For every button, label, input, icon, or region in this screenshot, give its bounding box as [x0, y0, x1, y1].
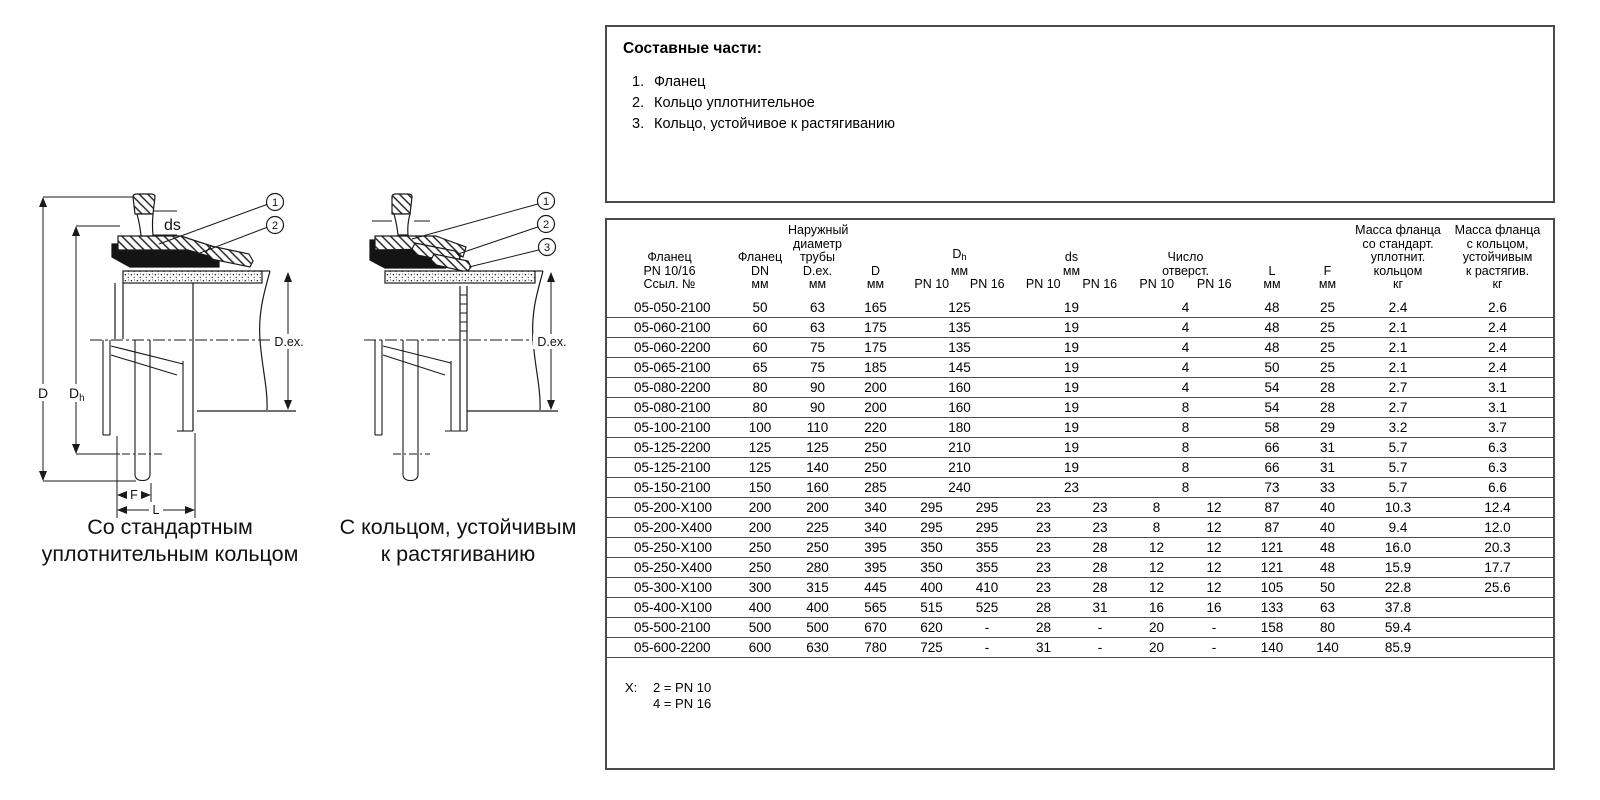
- value-cell: 12: [1185, 497, 1243, 517]
- value-cell: 12: [1128, 537, 1185, 557]
- callout-1-number: 1: [271, 197, 279, 209]
- item-number: 3.: [632, 116, 645, 132]
- value-cell: 2.4: [1442, 337, 1553, 357]
- ref-number-cell: 05-400-X100: [607, 597, 732, 617]
- value-cell: 54: [1243, 397, 1301, 417]
- value-cell: 10.3: [1354, 497, 1442, 517]
- value-cell: 16: [1185, 597, 1243, 617]
- value-cell: 87: [1243, 517, 1301, 537]
- value-cell: 25: [1301, 298, 1354, 318]
- value-cell: 600: [732, 637, 788, 657]
- value-cell: 295: [959, 497, 1015, 517]
- value-cell: 280: [788, 557, 847, 577]
- value-cell: 3.2: [1354, 417, 1442, 437]
- value-cell: 158: [1243, 617, 1301, 637]
- value-cell: 63: [788, 317, 847, 337]
- value-cell: 210: [904, 437, 1015, 457]
- value-cell: 3.7: [1442, 417, 1553, 437]
- value-cell: 58: [1243, 417, 1301, 437]
- value-cell: 80: [1301, 617, 1354, 637]
- value-cell: 8: [1128, 457, 1243, 477]
- value-cell: 2.1: [1354, 357, 1442, 377]
- list-item: [632, 72, 1553, 93]
- item-label: Фланец: [654, 74, 706, 90]
- value-cell: 19: [1015, 377, 1128, 397]
- ref-number-cell: 05-500-2100: [607, 617, 732, 637]
- value-cell: 25: [1301, 317, 1354, 337]
- table-row: [607, 298, 1553, 318]
- ref-number-cell: 05-125-2100: [607, 457, 732, 477]
- value-cell: 200: [732, 497, 788, 517]
- value-cell: 250: [732, 557, 788, 577]
- ref-number-cell: 05-125-2200: [607, 437, 732, 457]
- value-cell: 22.8: [1354, 577, 1442, 597]
- value-cell: 66: [1243, 437, 1301, 457]
- value-cell: 2.6: [1442, 298, 1553, 318]
- ref-number-cell: 05-060-2100: [607, 317, 732, 337]
- table-row: [607, 397, 1553, 417]
- value-cell: 80: [732, 397, 788, 417]
- table-row: [607, 417, 1553, 437]
- value-cell: 19: [1015, 457, 1128, 477]
- table-row: [607, 617, 1553, 637]
- ref-number-cell: 05-200-X100: [607, 497, 732, 517]
- value-cell: 150: [732, 477, 788, 497]
- col-header-d: D мм: [866, 263, 885, 291]
- table-row: [607, 557, 1553, 577]
- label-d: D: [37, 385, 49, 401]
- value-cell: 4: [1128, 337, 1243, 357]
- ref-number-cell: 05-250-X400: [607, 557, 732, 577]
- value-cell: 33: [1301, 477, 1354, 497]
- value-cell: 240: [904, 477, 1015, 497]
- value-cell: 315: [788, 577, 847, 597]
- value-cell: 75: [788, 337, 847, 357]
- value-cell: 12: [1128, 577, 1185, 597]
- value-cell: 225: [788, 517, 847, 537]
- value-cell: 5.7: [1354, 457, 1442, 477]
- item-number: 1.: [632, 74, 645, 90]
- col-header-l: L мм: [1263, 263, 1281, 291]
- ref-number-cell: 05-600-2200: [607, 637, 732, 657]
- value-cell: 25: [1301, 337, 1354, 357]
- bolt-head-section: [392, 194, 412, 214]
- value-cell: 200: [847, 397, 904, 417]
- value-cell: 2.4: [1442, 317, 1553, 337]
- value-cell: 12: [1185, 577, 1243, 597]
- value-cell: 185: [847, 357, 904, 377]
- label-f: F: [130, 488, 138, 502]
- value-cell: 670: [847, 617, 904, 637]
- item-label: Кольцо, устойчивое к растягиванию: [654, 116, 896, 132]
- caption-tension-ring: С кольцом, устойчивым к растягиванию: [339, 515, 577, 566]
- value-cell: 60: [732, 317, 788, 337]
- bolt-stem: [394, 214, 410, 235]
- value-cell: 135: [904, 317, 1015, 337]
- value-cell: 19: [1015, 317, 1128, 337]
- value-cell: 400: [788, 597, 847, 617]
- value-cell: 8: [1128, 397, 1243, 417]
- col-header-dh: $D_h$ мм PN 10 PN 16: [914, 247, 1005, 291]
- item-label: Кольцо уплотнительное: [654, 95, 815, 111]
- value-cell: 250: [847, 437, 904, 457]
- value-cell: 445: [847, 577, 904, 597]
- value-cell: 23: [1015, 557, 1072, 577]
- value-cell: 295: [959, 517, 1015, 537]
- value-cell: 65: [732, 357, 788, 377]
- callout-1-number: 1: [542, 196, 550, 208]
- value-cell: 85.9: [1354, 637, 1442, 657]
- spec-table-panel: [605, 218, 1555, 770]
- value-cell: 500: [788, 617, 847, 637]
- value-cell: 28: [1072, 557, 1128, 577]
- value-cell: 355: [959, 537, 1015, 557]
- value-cell: 8: [1128, 517, 1185, 537]
- value-cell: 28: [1072, 577, 1128, 597]
- value-cell: 8: [1128, 417, 1243, 437]
- ref-number-cell: 05-080-2200: [607, 377, 732, 397]
- value-cell: 250: [847, 457, 904, 477]
- value-cell: 87: [1243, 497, 1301, 517]
- value-cell: 220: [847, 417, 904, 437]
- value-cell: 12: [1128, 557, 1185, 577]
- value-cell: 20: [1128, 637, 1185, 657]
- value-cell: 12: [1185, 537, 1243, 557]
- value-cell: 12.4: [1442, 497, 1553, 517]
- value-cell: 23: [1015, 477, 1128, 497]
- value-cell: 12: [1185, 517, 1243, 537]
- list-item: [632, 114, 1553, 135]
- value-cell: 6.3: [1442, 457, 1553, 477]
- value-cell: 125: [732, 437, 788, 457]
- value-cell: 31: [1301, 457, 1354, 477]
- pipe-wall-section: [385, 271, 535, 283]
- value-cell: 17.7: [1442, 557, 1553, 577]
- drawing-tension-ring-flange: [350, 183, 580, 488]
- label-ds: ds: [164, 217, 181, 234]
- value-cell: 16.0: [1354, 537, 1442, 557]
- value-cell: 135: [904, 337, 1015, 357]
- ref-number-cell: 05-100-2100: [607, 417, 732, 437]
- value-cell: 2.1: [1354, 337, 1442, 357]
- value-cell: 5.7: [1354, 477, 1442, 497]
- value-cell: 210: [904, 457, 1015, 477]
- table-row: [607, 437, 1553, 457]
- value-cell: 140: [1243, 637, 1301, 657]
- label-l: L: [152, 503, 160, 517]
- value-cell: 2.7: [1354, 397, 1442, 417]
- value-cell: 16: [1128, 597, 1185, 617]
- table-body: [607, 298, 1553, 658]
- value-cell: 59.4: [1354, 617, 1442, 637]
- label-dex: D.ex.: [537, 335, 567, 349]
- pipe-wall-section: [123, 271, 262, 283]
- value-cell: 140: [1301, 637, 1354, 657]
- value-cell: 410: [959, 577, 1015, 597]
- value-cell: [1442, 617, 1553, 637]
- value-cell: 340: [847, 497, 904, 517]
- value-cell: -: [1072, 637, 1128, 657]
- value-cell: 40: [1301, 517, 1354, 537]
- value-cell: 25: [1301, 357, 1354, 377]
- table-row: [607, 357, 1553, 377]
- value-cell: 23: [1015, 577, 1072, 597]
- value-cell: 31: [1015, 637, 1072, 657]
- value-cell: 63: [788, 298, 847, 318]
- value-cell: 31: [1301, 437, 1354, 457]
- value-cell: [1442, 597, 1553, 617]
- value-cell: 19: [1015, 357, 1128, 377]
- value-cell: 4: [1128, 357, 1243, 377]
- ref-number-cell: 05-200-X400: [607, 517, 732, 537]
- value-cell: 90: [788, 377, 847, 397]
- value-cell: 125: [904, 298, 1015, 318]
- value-cell: 175: [847, 337, 904, 357]
- bolt-end: [403, 474, 418, 481]
- value-cell: 350: [904, 557, 959, 577]
- value-cell: 160: [904, 397, 1015, 417]
- ref-number-cell: 05-150-2100: [607, 477, 732, 497]
- col-header-ref: Фланец PN 10/16 Ссыл. №: [643, 250, 696, 291]
- value-cell: [1442, 637, 1553, 657]
- table-header-row: [607, 224, 1553, 298]
- bolt-end: [135, 474, 150, 481]
- value-cell: 395: [847, 557, 904, 577]
- components-title: Составные части:: [623, 40, 762, 57]
- value-cell: 2.1: [1354, 317, 1442, 337]
- value-cell: 28: [1015, 617, 1072, 637]
- value-cell: 725: [904, 637, 959, 657]
- col-header-dn: Фланец DN мм: [737, 250, 783, 291]
- ref-number-cell: 05-080-2100: [607, 397, 732, 417]
- value-cell: 200: [847, 377, 904, 397]
- ref-number-cell: 05-250-X100: [607, 537, 732, 557]
- col-header-mass-standard: Масса фланца со стандарт. уплотнит. кольцом кг: [1355, 223, 1441, 291]
- value-cell: 180: [904, 417, 1015, 437]
- value-cell: -: [959, 617, 1015, 637]
- value-cell: 19: [1015, 417, 1128, 437]
- label-dex: D.ex.: [274, 335, 304, 349]
- col-header-mass-ring: Масса фланца с кольцом, устойчивым к растягив. кг: [1454, 223, 1541, 291]
- value-cell: 105: [1243, 577, 1301, 597]
- value-cell: 9.4: [1354, 517, 1442, 537]
- components-panel: [605, 25, 1555, 203]
- value-cell: 140: [788, 457, 847, 477]
- value-cell: 340: [847, 517, 904, 537]
- value-cell: 350: [904, 537, 959, 557]
- item-number: 2.: [632, 95, 645, 111]
- table-row: [607, 537, 1553, 557]
- value-cell: 125: [732, 457, 788, 477]
- caption-standard-seal: Со стандартным уплотнительным кольцом: [41, 515, 299, 566]
- value-cell: 48: [1243, 317, 1301, 337]
- value-cell: 400: [732, 597, 788, 617]
- value-cell: 525: [959, 597, 1015, 617]
- table-row: [607, 517, 1553, 537]
- value-cell: 25.6: [1442, 577, 1553, 597]
- flange-lower-outline: [375, 340, 467, 481]
- value-cell: 2.4: [1442, 357, 1553, 377]
- value-cell: 250: [732, 537, 788, 557]
- table-row: [607, 597, 1553, 617]
- value-cell: 12: [1185, 557, 1243, 577]
- value-cell: 20: [1128, 617, 1185, 637]
- value-cell: -: [959, 637, 1015, 657]
- value-cell: 4: [1128, 377, 1243, 397]
- table-row: [607, 497, 1553, 517]
- value-cell: 121: [1243, 537, 1301, 557]
- value-cell: 19: [1015, 298, 1128, 318]
- value-cell: 285: [847, 477, 904, 497]
- value-cell: 50: [1243, 357, 1301, 377]
- value-cell: 175: [847, 317, 904, 337]
- value-cell: 630: [788, 637, 847, 657]
- table-row: [607, 317, 1553, 337]
- table-row: [607, 377, 1553, 397]
- value-cell: 145: [904, 357, 1015, 377]
- value-cell: 23: [1015, 517, 1072, 537]
- value-cell: 4: [1128, 298, 1243, 318]
- value-cell: 3.1: [1442, 377, 1553, 397]
- value-cell: 20.3: [1442, 537, 1553, 557]
- value-cell: 23: [1072, 497, 1128, 517]
- value-cell: 400: [904, 577, 959, 597]
- value-cell: 28: [1015, 597, 1072, 617]
- value-cell: 28: [1301, 397, 1354, 417]
- ref-number-cell: 05-065-2100: [607, 357, 732, 377]
- value-cell: 37.8: [1354, 597, 1442, 617]
- value-cell: 12.0: [1442, 517, 1553, 537]
- table-row: [607, 457, 1553, 477]
- value-cell: 8: [1128, 437, 1243, 457]
- value-cell: 63: [1301, 597, 1354, 617]
- table-row: [607, 577, 1553, 597]
- value-cell: 73: [1243, 477, 1301, 497]
- value-cell: 515: [904, 597, 959, 617]
- value-cell: 31: [1072, 597, 1128, 617]
- value-cell: 54: [1243, 377, 1301, 397]
- table-row: [607, 637, 1553, 657]
- value-cell: -: [1072, 617, 1128, 637]
- value-cell: 295: [904, 517, 959, 537]
- value-cell: 6.3: [1442, 437, 1553, 457]
- value-cell: 200: [732, 517, 788, 537]
- table-row: [607, 477, 1553, 497]
- value-cell: 110: [788, 417, 847, 437]
- col-header-f: F мм: [1318, 263, 1337, 291]
- value-cell: 40: [1301, 497, 1354, 517]
- value-cell: 29: [1301, 417, 1354, 437]
- label-dh: $D_h$: [69, 385, 85, 404]
- drawing-standard-seal-flange: [22, 183, 332, 521]
- value-cell: 133: [1243, 597, 1301, 617]
- value-cell: 8: [1128, 497, 1185, 517]
- value-cell: 3.1: [1442, 397, 1553, 417]
- value-cell: 620: [904, 617, 959, 637]
- value-cell: 75: [788, 357, 847, 377]
- value-cell: 6.6: [1442, 477, 1553, 497]
- footnote-x-label: X:: [625, 680, 638, 695]
- value-cell: 90: [788, 397, 847, 417]
- value-cell: 200: [788, 497, 847, 517]
- value-cell: 23: [1015, 537, 1072, 557]
- ref-number-cell: 05-300-X100: [607, 577, 732, 597]
- ref-number-cell: 05-050-2100: [607, 298, 732, 318]
- value-cell: 60: [732, 337, 788, 357]
- value-cell: 160: [788, 477, 847, 497]
- ref-number-cell: 05-060-2200: [607, 337, 732, 357]
- col-header-holes: Число отверст. PN 10 PN 16: [1139, 250, 1232, 291]
- value-cell: 100: [732, 417, 788, 437]
- value-cell: 2.4: [1354, 298, 1442, 318]
- col-header-ds: ds мм PN 10 PN 16: [1025, 250, 1118, 291]
- value-cell: 28: [1301, 377, 1354, 397]
- value-cell: 19: [1015, 437, 1128, 457]
- list-item: [632, 93, 1553, 114]
- value-cell: 19: [1015, 337, 1128, 357]
- flange-spec-table: [607, 224, 1553, 658]
- value-cell: 125: [788, 437, 847, 457]
- value-cell: 48: [1243, 337, 1301, 357]
- value-cell: -: [1185, 637, 1243, 657]
- value-cell: 500: [732, 617, 788, 637]
- value-cell: 395: [847, 537, 904, 557]
- value-cell: 48: [1301, 537, 1354, 557]
- value-cell: 23: [1015, 497, 1072, 517]
- value-cell: 50: [732, 298, 788, 318]
- value-cell: 165: [847, 298, 904, 318]
- value-cell: 8: [1128, 477, 1243, 497]
- value-cell: 5.7: [1354, 437, 1442, 457]
- footnote: [625, 680, 711, 712]
- callout-2-number: 2: [542, 219, 550, 231]
- value-cell: 15.9: [1354, 557, 1442, 577]
- value-cell: 295: [904, 497, 959, 517]
- value-cell: 2.7: [1354, 377, 1442, 397]
- value-cell: 19: [1015, 397, 1128, 417]
- callout-2-number: 2: [271, 220, 279, 232]
- value-cell: 300: [732, 577, 788, 597]
- value-cell: 4: [1128, 317, 1243, 337]
- value-cell: 48: [1301, 557, 1354, 577]
- value-cell: 355: [959, 557, 1015, 577]
- value-cell: 48: [1243, 298, 1301, 318]
- value-cell: 250: [788, 537, 847, 557]
- col-header-dex: Наружный диаметр трубы D.ex. мм: [788, 223, 849, 291]
- value-cell: 23: [1072, 517, 1128, 537]
- value-cell: 160: [904, 377, 1015, 397]
- callout-3-number: 3: [543, 242, 551, 254]
- value-cell: 780: [847, 637, 904, 657]
- footnote-lines: 2 = PN 10 4 = PN 16: [653, 680, 712, 711]
- value-cell: 565: [847, 597, 904, 617]
- bolt-stem: [137, 214, 153, 236]
- bolt-head-section: [133, 194, 155, 214]
- table-row: [607, 337, 1553, 357]
- value-cell: -: [1185, 617, 1243, 637]
- value-cell: 28: [1072, 537, 1128, 557]
- value-cell: 80: [732, 377, 788, 397]
- value-cell: 121: [1243, 557, 1301, 577]
- value-cell: 50: [1301, 577, 1354, 597]
- value-cell: 66: [1243, 457, 1301, 477]
- components-list: [607, 72, 1553, 135]
